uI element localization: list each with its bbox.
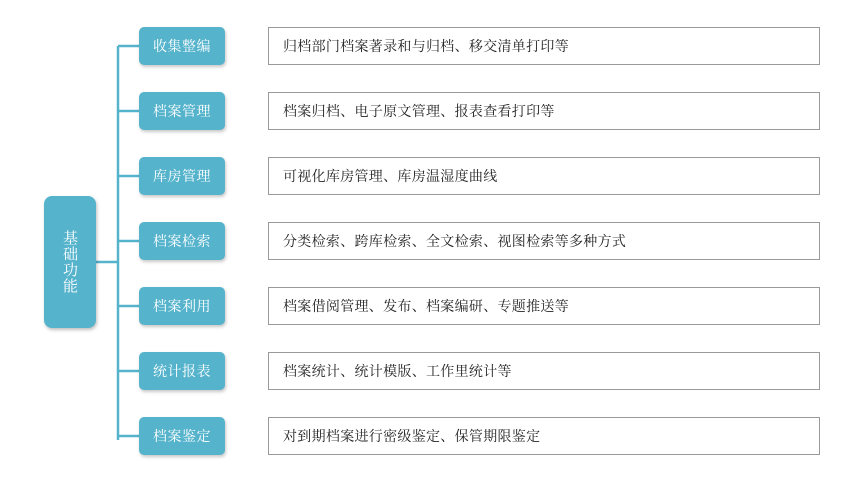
description-box-archive-search: 分类检索、跨库检索、全文检索、视图检索等多种方式 bbox=[268, 222, 820, 260]
description-box-warehouse-management: 可视化库房管理、库房温湿度曲线 bbox=[268, 157, 820, 195]
category-node-statistics-report[interactable]: 统计报表 bbox=[139, 352, 225, 390]
description-box-archive-management: 档案归档、电子原文管理、报表查看打印等 bbox=[268, 92, 820, 130]
category-node-archive-management[interactable]: 档案管理 bbox=[139, 92, 225, 130]
category-node-archive-search[interactable]: 档案检索 bbox=[139, 222, 225, 260]
description-box-archive-appraisal: 对到期档案进行密级鉴定、保管期限鉴定 bbox=[268, 417, 820, 455]
root-node[interactable] bbox=[44, 196, 96, 328]
description-box-statistics-report: 档案统计、统计模版、工作里统计等 bbox=[268, 352, 820, 390]
category-node-collection[interactable]: 收集整编 bbox=[139, 27, 225, 65]
category-node-archive-appraisal[interactable]: 档案鉴定 bbox=[139, 417, 225, 455]
description-box-archive-utilization: 档案借阅管理、发布、档案编研、专题推送等 bbox=[268, 287, 820, 325]
root-node-label: 基础功能 bbox=[61, 230, 79, 294]
description-box-collection: 归档部门档案著录和与归档、移交清单打印等 bbox=[268, 27, 820, 65]
category-node-archive-utilization[interactable]: 档案利用 bbox=[139, 287, 225, 325]
category-node-warehouse-management[interactable]: 库房管理 bbox=[139, 157, 225, 195]
